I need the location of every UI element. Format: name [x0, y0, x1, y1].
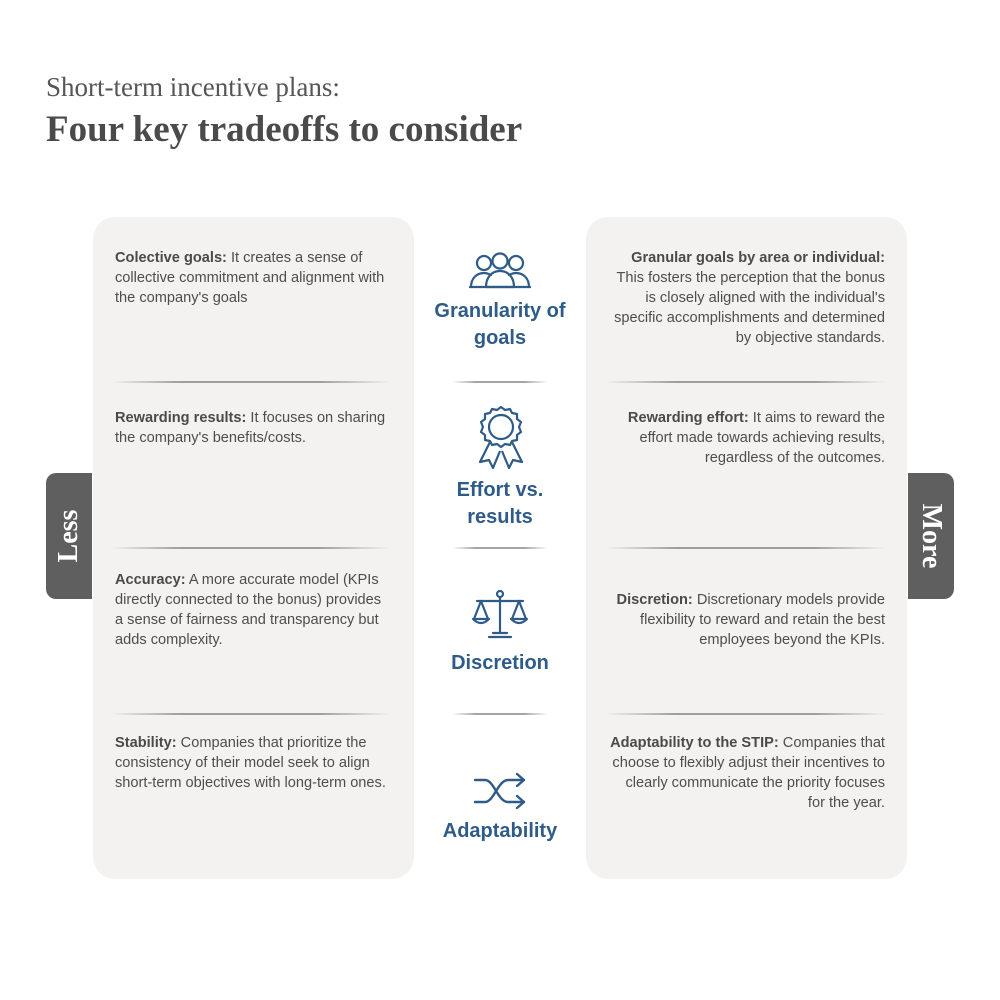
tradeoff-label-granularity: [420, 298, 580, 352]
shuffle-arrows-icon: [472, 772, 528, 810]
more-term: Adaptability to the STIP:: [610, 735, 779, 751]
more-description: It aims to reward the effort made towards achieving results, regardless of the outcomes.: [639, 410, 885, 466]
more-tab-label: More: [916, 503, 947, 569]
row-divider: [605, 713, 885, 715]
less-tab-label: Less: [53, 509, 84, 563]
tradeoff-label-discretion: [420, 650, 580, 677]
more-tab: [908, 473, 954, 599]
label-line: Granularity of: [434, 300, 566, 322]
row-divider: [452, 547, 548, 549]
less-term: Colective goals:: [115, 250, 227, 266]
tradeoff-label-adaptability: [420, 818, 580, 845]
subtitle: Short-term incentive plans:: [46, 72, 340, 102]
more-text-effort: [610, 408, 885, 468]
more-text-adaptability: [610, 733, 885, 813]
row-divider: [110, 713, 390, 715]
award-ribbon-icon: [476, 404, 526, 472]
less-description: Companies that prioritize the consistency of their model seek to align short-term objectives with long-term ones.: [115, 735, 386, 791]
label-line: goals: [473, 327, 527, 349]
less-term: Stability:: [115, 735, 177, 751]
more-term: Rewarding effort:: [627, 410, 749, 426]
more-description: This fosters the perception that the bonus is closely aligned with the individual's specific accomplishments and determined by objective standards.: [614, 270, 885, 346]
less-tab: [46, 473, 92, 599]
tradeoff-label-effort: [420, 477, 580, 531]
less-description: It creates a sense of collective commitment and alignment with the company's goals: [115, 250, 385, 306]
less-text-adaptability: [115, 733, 390, 793]
less-term: Accuracy:: [115, 572, 186, 588]
scales-icon: [471, 589, 529, 641]
people-group-icon: [467, 251, 533, 291]
less-text-discretion: [115, 570, 390, 650]
row-divider: [452, 381, 548, 383]
row-divider: [110, 381, 390, 383]
row-divider: [605, 547, 885, 549]
less-description: A more accurate model (KPIs directly connected to the bonus) provides a sense of fairness and transparency but adds complexity.: [115, 572, 382, 648]
label-line: Adaptability: [442, 820, 558, 842]
less-description: It focuses on sharing the company's benefits/costs.: [115, 410, 386, 446]
less-term: Rewarding results:: [115, 410, 247, 426]
more-description: Discretionary models provide flexibility to reward and retain the best employees beyond the KPIs.: [640, 592, 885, 648]
more-term: Granular goals by area or individual:: [631, 250, 885, 266]
more-text-granularity: [610, 248, 885, 348]
page-title: Four key tradeoffs to consider: [46, 109, 523, 150]
row-divider: [605, 381, 885, 383]
label-line: results: [467, 506, 533, 528]
label-line: Discretion: [451, 652, 549, 674]
more-term: Discretion:: [616, 592, 693, 608]
less-text-effort: [115, 408, 390, 448]
row-divider: [110, 547, 390, 549]
more-text-discretion: [610, 590, 885, 650]
row-divider: [452, 713, 548, 715]
less-text-granularity: [115, 248, 390, 308]
label-line: Effort vs.: [456, 479, 544, 501]
more-description: Companies that choose to flexibly adjust their incentives to clearly communicate the priority focuses for the year.: [612, 735, 885, 811]
